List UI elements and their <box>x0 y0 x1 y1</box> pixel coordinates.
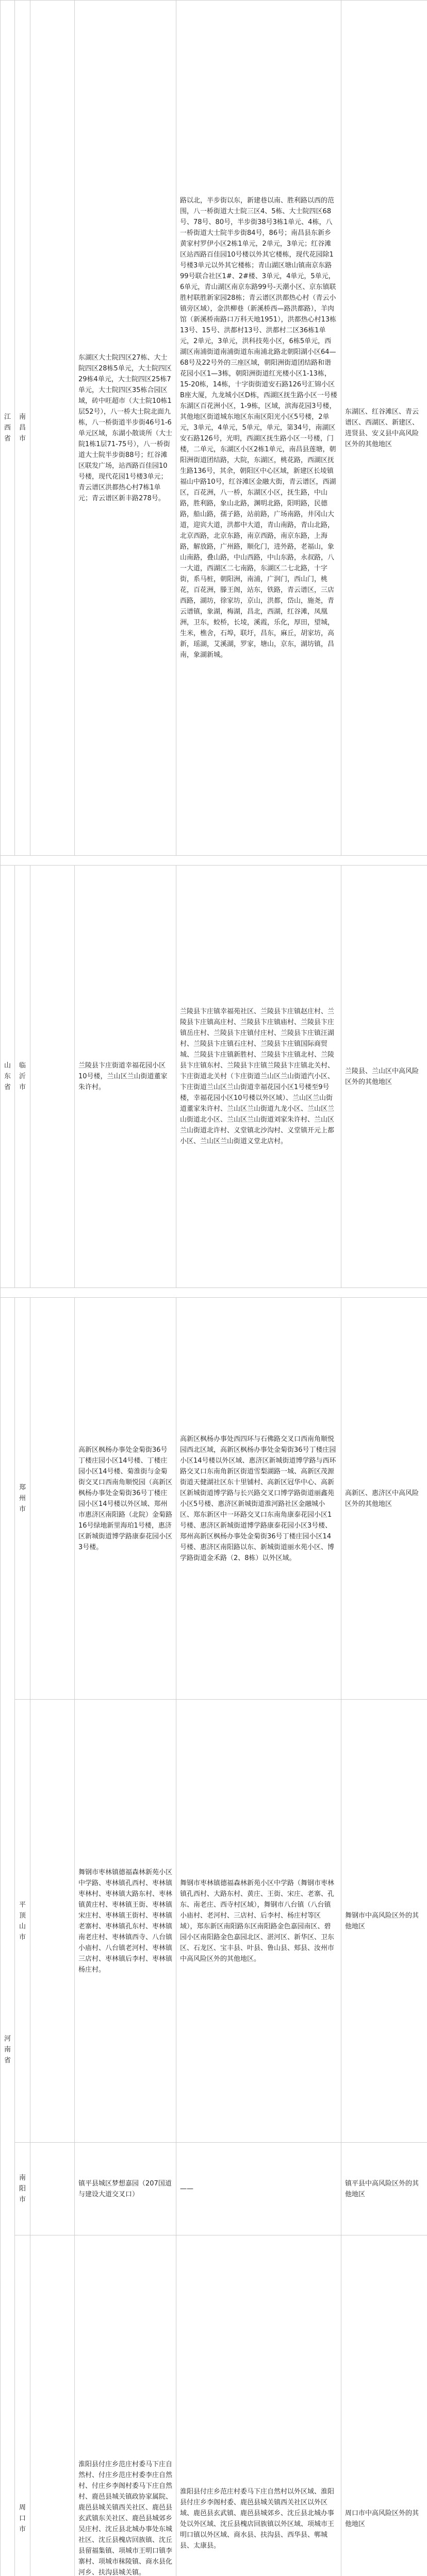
district-cell <box>30 2143 75 2235</box>
low-risk-cell: 兰陵县、兰山区中高风险区外的其他地区 <box>341 866 427 1288</box>
district-cell <box>30 1700 75 2143</box>
mid-risk-cell: 兰陵县卞庄镇幸福苑社区、兰陵县卞庄镇赵庄村、兰陵县卞庄镇高庄村、兰陵县卞庄镇庙村、兰陵县卞庄镇岳庄村、兰陵县卞庄镇付庄村、兰陵县卞庄镇汪湖村、兰陵县卞庄镇石庄村、兰陵县卞庄镇国际商贸城、兰陵县卞庄镇新胜村、兰陵县卞庄镇北村、兰陵县卞庄镇东村、兰陵县卞庄镇兰陵县卞庄镇北关村、卞庄街道北关村（卞庄街道兰山区兰山街道汽小区、卞庄街道兰山区兰山街道幸福花园小区1号楼至9号楼，幸福花园小区10号楼以外区域）、兰山区兰山街道董家朱许村、兰山区兰山街道九龙小区、兰山区兰山街道北小区、兰山区兰山街道刘家朱许村、兰山区兰山街道北许村、义堂镇北沙沟村、义堂镇开元上都小区、兰山区兰山街道义堂北店村。 <box>176 866 341 1288</box>
mid-risk-cell: 舞钢市枣林镇德福森林新苑小区中学路（舞钢市枣林镇孔西村、大路东村、黄庄、王街、宋庄、老寨、孔东、南老庄、西寺村区域），舞钢市八台镇（八台镇小庙村、老河村、三店村、后李村、杨庄村等区域），郑东新区南阳路东区南阳路金色嘉园南区、碧园小区南阳路金色嘉园北区、湛河区、新华区、卫东区、石龙区、宝丰县、叶县、鲁山县、郏县、汝州市中高风险区外的其他地区。 <box>176 1700 341 2143</box>
high-risk-cell: 淮阳县付庄乡范庄村委马下庄自然村、付庄乡范庄村委李庄自然村、付庄乡李阁村委马下庄自然村、鹿邑县城关镇政协家属院、鹿邑县城关镇西关社区、鹿邑县玄武镇东关社区、鹿邑县城郊乡吴庄村、沈丘县北城办事处东城社区、沈丘县槐店回族镇、沈丘县留福集镇、项城市王明口镇李寨村、项城市秣陵镇、商水县化河乡、扶沟县城关镇。 <box>75 2235 176 2576</box>
low-risk-cell: 周口市中高风险区外的其他地区 <box>341 2235 427 2576</box>
city-cell: 平顶山市 <box>15 1700 30 2143</box>
high-risk-cell: 东湖区大士院四区27栋、大士院四区28栋5单元，大士院四区29栋4单元，大士院四区25栋7单元，大士院四区35栋合园区域，砖中旺超市（大士院10栋1层52号），八一桥大士院北面九栋，八一桥街道半步街46号1-6单元区域，东湖小散谈所（大士院1栋1层71-75号），八一桥街道大士院半步街88号；红谷滩区联发广场，站西路百佳园10号楼，现代花园1号楼3单元；青云谱区洪都热心村7栋1单元；青云谱区新丰路278号。 <box>75 1 176 856</box>
table-row <box>1 1 427 856</box>
table-row <box>1 2235 427 2576</box>
city-cell: 周口市 <box>15 2235 30 2576</box>
district-cell <box>30 1 75 856</box>
table-row <box>1 1700 427 2143</box>
district-cell <box>30 866 75 1288</box>
table-row <box>1 1298 427 1700</box>
high-risk-cell: 舞钢市枣林镇德福森林新苑小区中学路、枣林镇孔西村、枣林镇枣林村、枣林镇大路东村、枣林镇黄庄村、枣林镇王街、枣林镇宋庄村、枣林镇王街村、枣林镇老寨村、枣林镇孔东村、枣林镇南老庄村、枣林镇西寺、八台镇小庙村、八台镇老河村、枣林镇三店村、枣林镇后李村、枣林镇杨庄村。 <box>75 1700 176 2143</box>
mid-risk-cell: 淮阳县付庄乡范庄村委马下庄自然村以外区域、淮阳县付庄乡李阁村委、鹿邑县城关镇西关社区以外区域、鹿邑县玄武镇、鹿邑县城郊乡、沈丘县北城办事处以外区域、沈丘县槐店回族镇以外区域、项城市王明口镇以外区域、商水县、扶沟县、西华县、郸城县、太康县。 <box>176 2235 341 2576</box>
district-cell <box>30 1298 75 1700</box>
mid-risk-cell: 高新区枫杨办事处西四环与石佛路交叉口西南角顺悦园西北区域，高新区枫杨办事处金菊街36号丁楼庄园小区14号楼以外区域、惠济区新城街道博学路与西环路交叉口东南角新区街道雪梨湖路一城、高新区茂源街道天健湖社区东十里铺村、高新区冠华中心、高新区新城街道博学路与长兴路交叉口博学路街道丽鑫苑小区5号楼、惠济区新城街道淮河路社区金融城小区、郑东新区中一环路交叉口东南角康泰花园小区1号楼、惠济区新城街道博学路康泰花园小区3号楼、郑州高新区枫杨办事处金菊街36号丁楼庄园小区14号楼、惠济区南阳路以东、新城街道丽水苑小区、博学路街道金禾路（2、8栋）以外区域。 <box>176 1298 341 1700</box>
province-cell: 江西省 <box>1 1 15 856</box>
province-cell: 山东省 <box>1 866 15 1288</box>
mid-risk-cell: 路以北，半步街以东，新建巷以南、胜利路以西的范围，八一桥街道大士院三区4、5栋、大士院四区68号、78号、80号，半步街38号3栋1单元、4栋，八一桥街道大士院半步街84号，86号；南昌县东新乡黄家村罗伊小区2栋1单元，2单元，3单元；红谷滩区站西路百佳园10号楼以外其它楼栋，现代花园除1号楼3单元以外其它楼栋；青山湖区塘山镇南京东路99号联合社区1#、2#楼、3单元，4单元，5单元，6单元，青山湖区南京东路99号-天潮小区、京东镇联胜村联胜新家园28栋；青云谱区洪都热心村（青云小镇旁区域），金洪柳巷（新溪桥西—路洪都路），羊肉馆（新溪桥南路口万科天地1951），洪都热心村13栋13号、15号、洪都村13号、洪都村二区36栋1单元，2单元，3单元，洪科技苑小区，6栋5单元，西湖区南浦街道南浦街道东南浦北路北朝阳湖小区64—68号及22号外的三座区域，朝阳洲街道团结路和谐花园小区1—3栋，朝阳洲街道红光楼小区1-13栋，15-20栋，14栋，十字街街道安石路126号汇锦小区B座大厦，九龙城小区D栋，西湖区抚生路小区一号楼东湖区百花洲小区，1-9栋，区域，滨海花园3号楼，其他地区街道城东地区东南区阳光小区5号楼，2单元，3单元，4单元，5单元，单元，第34号，南湖区安石路126号，光明，西湖区抚生路小区一号楼，门楼，二单元，东湖区小区2栋1单元，南昌县莲塘，朝阳洲街道团结路，大院，东湖区，桃花路，西湖区抚生路136号，其余，朝阳区中心区域，新建区长堎镇福山中路10号，红谷滩区金融大街，青云谱区，西湖区，百花洲，八一桥，东湖区小区，抚生路，中山路，胜利路，象山北路，渊明北路，阳明路，民德路，船山路，孺子路，站前路，广场南路，井冈山大道，迎宾大道，洪都中大道，青山南路，青山北路，北京西路，北京东路，南京西路，南京东路，上海路，解放路，广州路，顺化门，进外路，老福山，象山南路，叠山路，中山西路，中山东路，永叔路，八一大道，西湖区二七南路，东湖区二七北路，十字街，系马桩，朝阳洲，南浦，广润门，西山门，桃花，百花洲，滕王阁，站东，铁路，青云谱区，三店西路，湖坊，徐家坊，京山，洪都，岱山，施尧，青云谱镇，象湖，梅湖，昌北，西湖，红谷滩，凤凰洲，卫东，蛟桥，长堎，溪霞，乐化，厚田，望城，生米，樵舍，石埠，联圩，昌东，麻丘，胡家坊，高新，瑶湖，艾溪湖，罗家，塘山，京东，湖坊镇，昌南，象湖新城。 <box>176 1 341 856</box>
high-risk-cell: 兰陵县卞庄街道幸福花园小区10号楼，兰山区兰山街道董家朱许村。 <box>75 866 176 1288</box>
low-risk-cell: 东湖区、红谷滩区、青云谱区、西湖区、新建区、进贤县、安义县中高风险区外的其他地区 <box>341 1 427 856</box>
city-cell: 南阳市 <box>15 2143 30 2235</box>
district-cell <box>30 2235 75 2576</box>
province-cell: 河南省 <box>1 1298 15 2576</box>
low-risk-cell: 高新区、惠济区中高风险区外的其他地区 <box>341 1298 427 1700</box>
city-cell: 郑州市 <box>15 1298 30 1700</box>
high-risk-cell: 高新区枫杨办事处金菊街36号丁楼庄园小区14号楼、丁楼庄园小区14号楼、菊淮街与金菊街交叉口西南角顺悦园（高新区枫杨办事处金菊街36号丁楼庄园小区14号楼以外区域、郑州市惠济区南阳路（北院）金菊路16号绿地新里海珀1号楼，惠济区新城街道博学路康泰花园小区3号楼。 <box>75 1298 176 1700</box>
low-risk-cell: 镇平县中高风险区外的其他地区 <box>341 2143 427 2235</box>
mid-risk-cell: —— <box>176 2143 341 2235</box>
high-risk-cell: 镇平县城区梦想嘉园（207国道与建设大道交叉口） <box>75 2143 176 2235</box>
city-cell: 临沂市 <box>15 866 30 1288</box>
table-row <box>1 866 427 1288</box>
city-cell: 南昌市 <box>15 1 30 856</box>
low-risk-cell: 舞钢市中高风险区外的其他地区 <box>341 1700 427 2143</box>
table-row <box>1 2143 427 2235</box>
